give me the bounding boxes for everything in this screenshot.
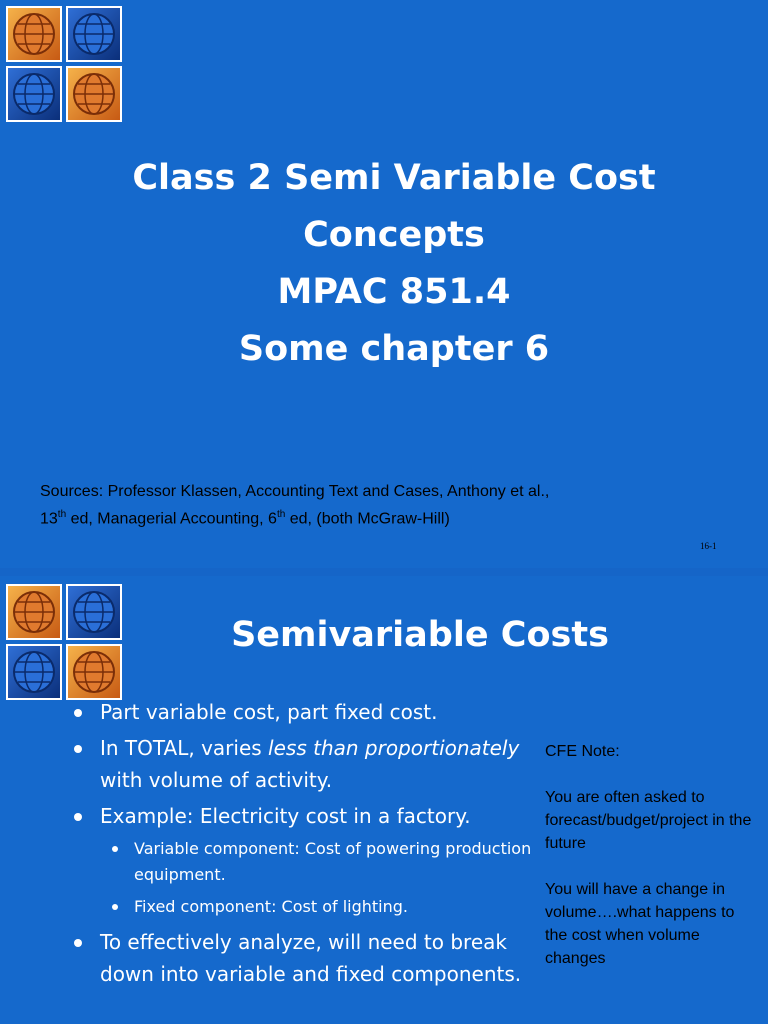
bullet-item xyxy=(74,926,534,990)
slide-number: 16-1 xyxy=(700,541,717,551)
cfe-note-heading: CFE Note: xyxy=(545,743,620,760)
cfe-note-paragraph: You will have a change in volume….what happens to the cost when volume changes xyxy=(545,881,735,967)
globe-logo xyxy=(6,584,122,700)
sources-sup: th xyxy=(57,509,67,520)
globe-icon xyxy=(66,644,122,700)
slide-title xyxy=(40,150,748,378)
sources-text xyxy=(40,480,720,530)
globe-icon xyxy=(66,584,122,640)
bullet-text: Part variable cost, part fixed cost. xyxy=(100,700,438,724)
sub-bullet-item xyxy=(74,836,534,888)
title-line: Some chapter 6 xyxy=(238,329,550,369)
bullet-icon xyxy=(112,846,118,852)
title-line: Class 2 Semi Variable Cost xyxy=(132,158,656,198)
globe-icon xyxy=(66,6,122,62)
sources-part: ed, Managerial Accounting, 6 xyxy=(66,510,277,528)
globe-icon xyxy=(6,644,62,700)
globe-icon xyxy=(6,66,62,122)
bullet-text: In TOTAL, varies xyxy=(100,736,269,760)
bullet-text: To effectively analyze, will need to break down into variable and fixed components. xyxy=(100,930,522,986)
globe-logo xyxy=(6,6,122,122)
globe-icon xyxy=(6,584,62,640)
cfe-note-paragraph: You are often asked to forecast/budget/project in the future xyxy=(545,789,752,852)
bullet-item xyxy=(74,696,534,728)
cfe-note xyxy=(545,740,755,993)
globe-icon xyxy=(6,6,62,62)
bullet-text: Example: Electricity cost in a factory. xyxy=(100,804,471,828)
bullet-icon xyxy=(74,939,82,947)
sources-sup: th xyxy=(276,509,286,520)
sources-part: ed, (both McGraw-Hill) xyxy=(285,510,450,528)
bullet-icon xyxy=(74,709,82,717)
sub-bullet-item xyxy=(74,894,534,920)
globe-icon xyxy=(66,66,122,122)
bullet-emphasis: less than proportionately xyxy=(268,736,520,760)
bullet-text: with volume of activity. xyxy=(100,768,333,792)
sources-part: 13 xyxy=(40,510,58,528)
bullet-icon xyxy=(112,904,118,910)
title-line: MPAC 851.4 xyxy=(277,272,511,312)
bullet-item xyxy=(74,800,534,832)
sources-part: Sources: Professor Klassen, Accounting Text and Cases, Anthony et al., xyxy=(40,483,550,500)
bullet-text: Variable component: Cost of powering production equipment. xyxy=(134,839,532,884)
bullet-list xyxy=(74,696,534,994)
bullet-item xyxy=(74,732,534,796)
title-line: Concepts xyxy=(303,215,485,255)
slide-title: Semivariable Costs xyxy=(231,615,609,655)
bullet-text: Fixed component: Cost of lighting. xyxy=(134,897,408,916)
bullet-icon xyxy=(74,745,82,753)
bullet-icon xyxy=(74,813,82,821)
